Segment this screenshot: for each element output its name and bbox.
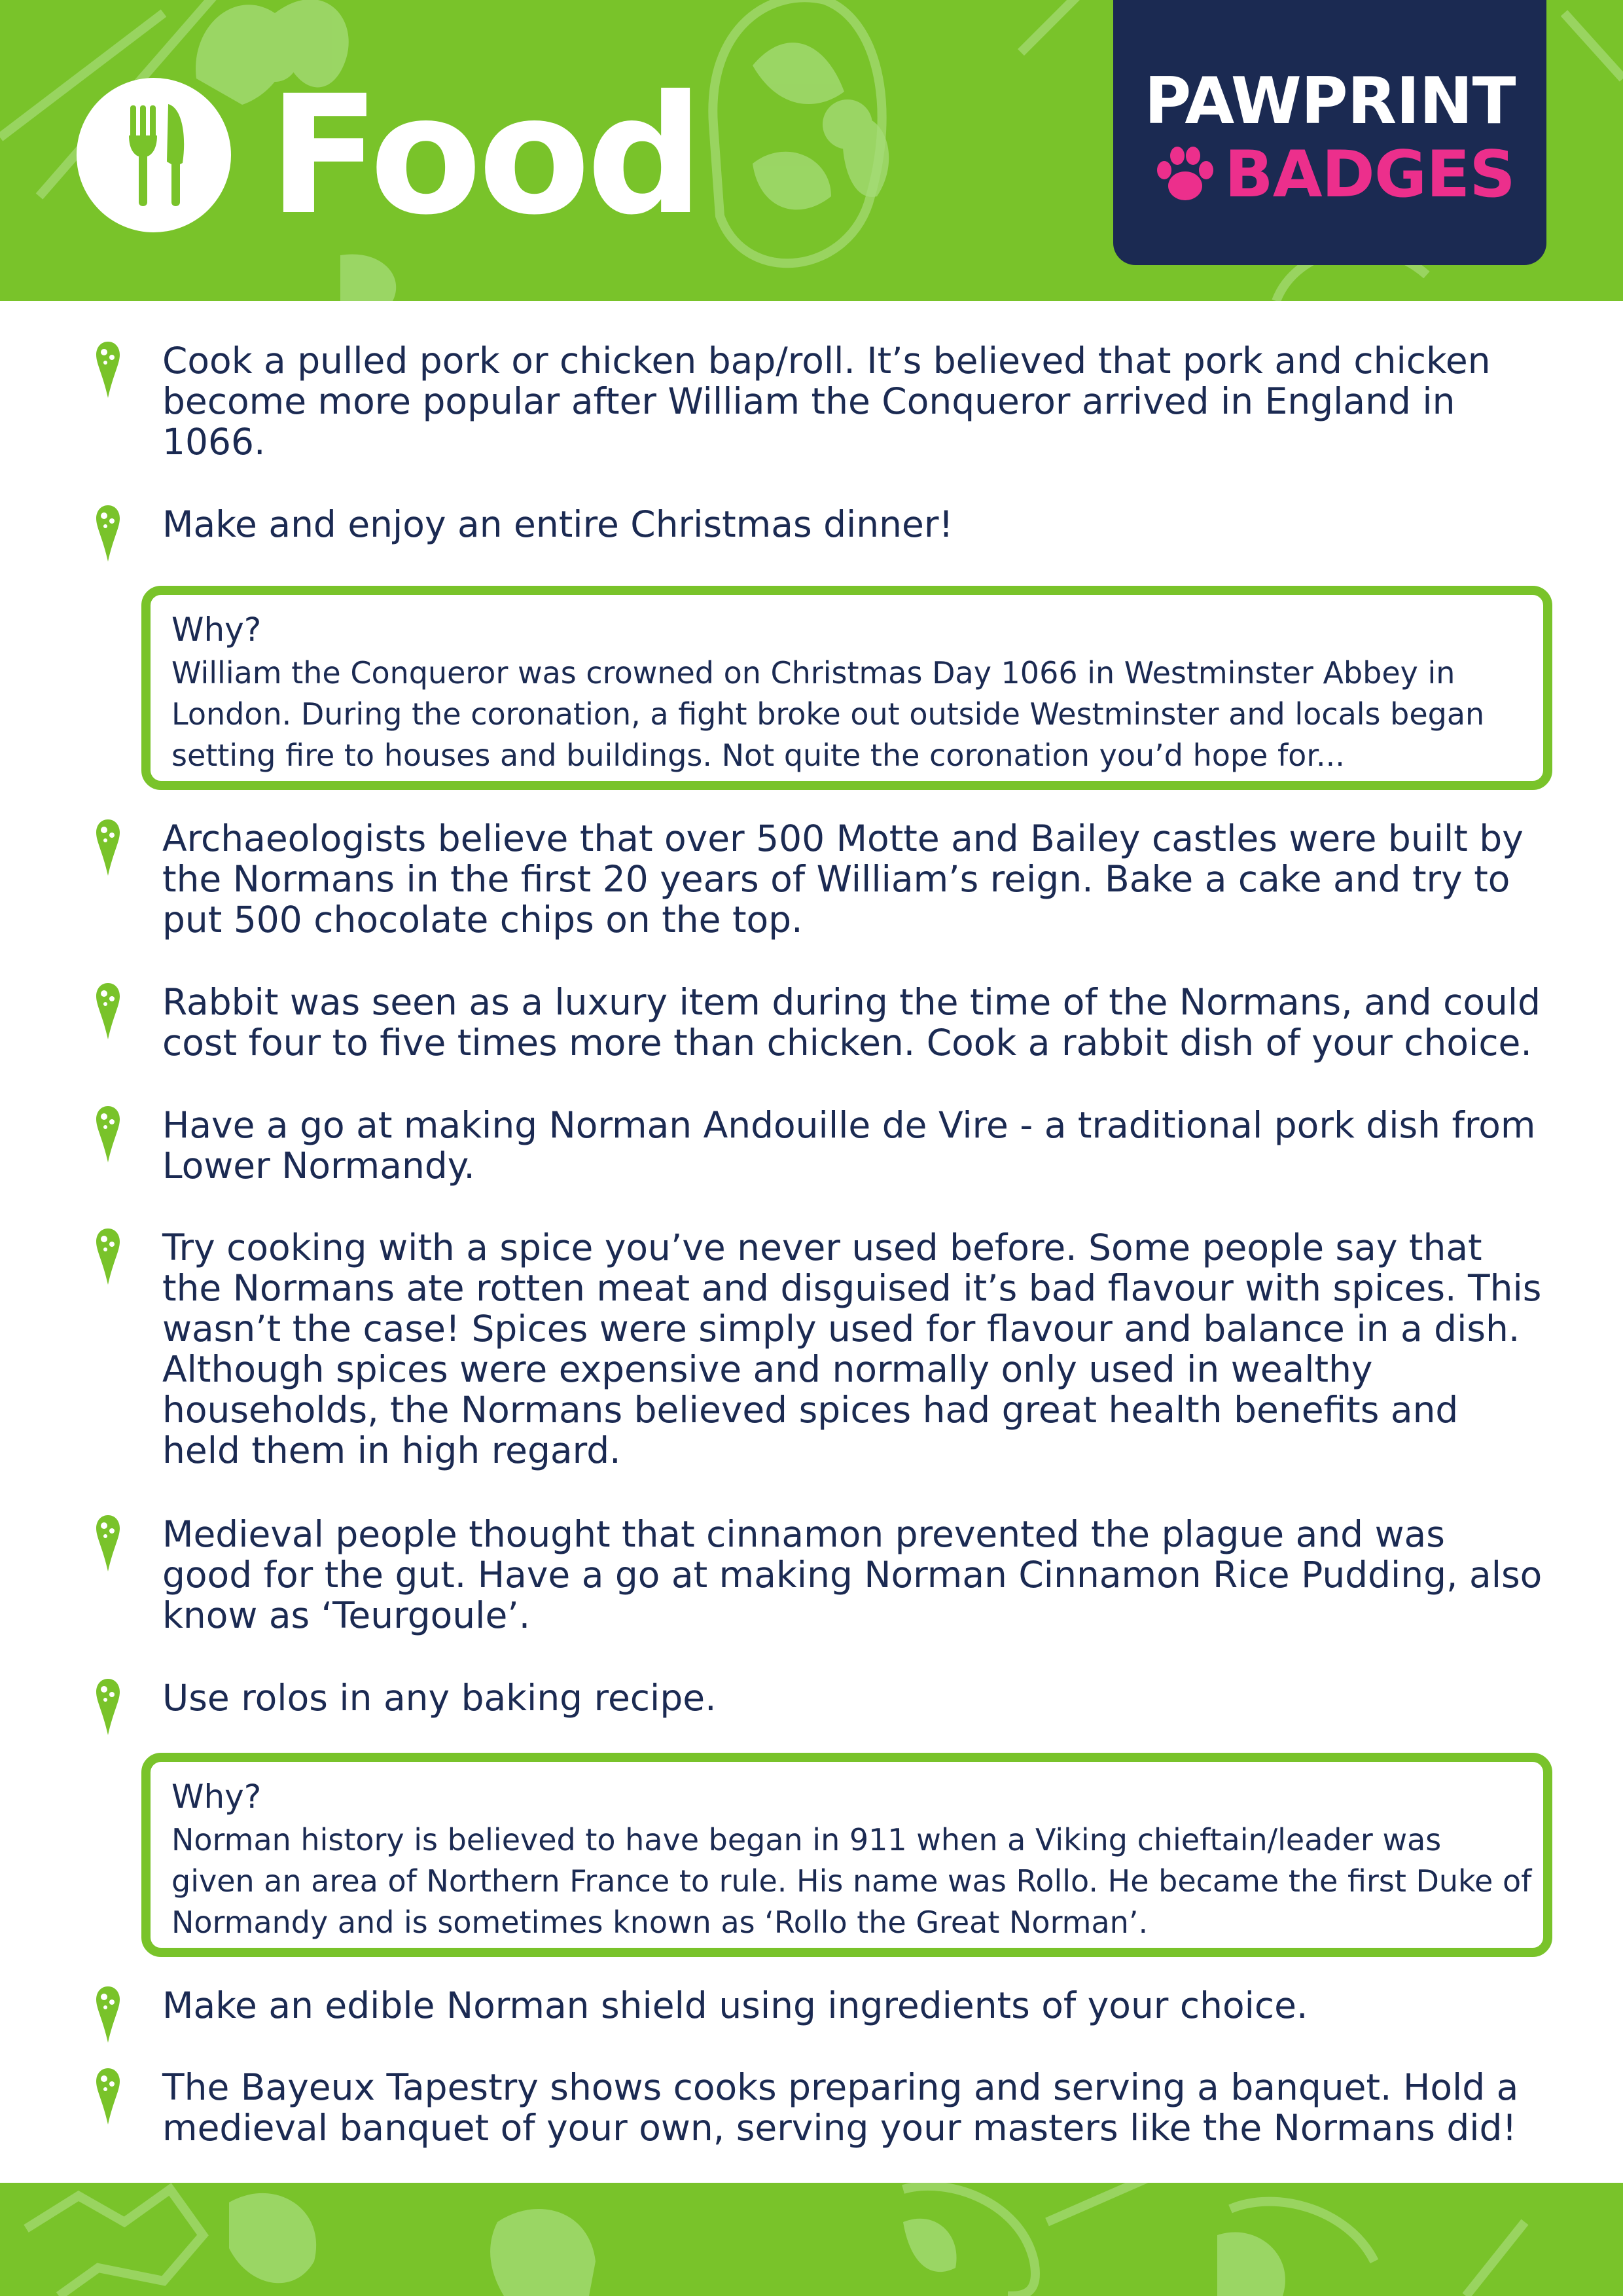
paw-print-icon [1152, 145, 1218, 204]
why-label: Why? [171, 1778, 262, 1816]
item-text: Make and enjoy an entire Christmas dinner! [162, 503, 954, 545]
map-pin-icon [95, 982, 121, 1041]
map-pin-icon [95, 1985, 121, 2044]
map-pin-icon [95, 818, 121, 877]
map-pin-icon [95, 1514, 121, 1573]
why-label: Why? [171, 611, 262, 649]
page-header [0, 0, 1623, 301]
item-text: Medieval people thought that cinnamon prevented the plague and was good for the gut. Have a go at making Norman Cinnamon Rice Pudding, also know as ‘Teurgoule’. [162, 1513, 1543, 1636]
item-text: Make an edible Norman shield using ingredients of your choice. [162, 1984, 1308, 2026]
map-pin-icon [95, 1105, 121, 1164]
map-pin-icon [95, 1227, 121, 1286]
item-text: Archaeologists believe that over 500 Motte and Bailey castles were built by the Normans in the first 20 years of William’s reign. Bake a cake and try to put 500 chocolate chips on the top. [162, 817, 1524, 941]
why-box [141, 586, 1552, 790]
logo-text-bottom: BADGES [1224, 137, 1515, 212]
page-title: Food [268, 60, 700, 251]
why-text: William the Conqueror was crowned on Christmas Day 1066 in Westminster Abbey in London. During the coronation, a fight broke out outside Westminster and locals began setting fire to houses and buildings. Not quite the coronation you’d hope for... [171, 655, 1485, 773]
item-text: Try cooking with a spice you’ve never used before. Some people say that the Normans ate rotten meat and disguised it’s bad flavour with spices. This wasn’t the case! Spices were simply used for flavour and balance in a dish. Although spices were expensive and normally only used in wealthy households, the Normans believed spices had great health benefits and held them in high regard. [162, 1227, 1542, 1471]
item-text: The Bayeux Tapestry shows cooks preparing and serving a banquet. Hold a medieval banquet of your own, serving your masters like the Normans did! [162, 2066, 1519, 2149]
map-pin-icon [95, 340, 121, 399]
why-box [141, 1753, 1552, 1957]
brand-logo [1113, 0, 1546, 265]
why-text: Norman history is believed to have began in 911 when a Viking chieftain/leader was given an area of Northern France to rule. His name was Rollo. He became the first Duke of Normandy and is sometimes known as ‘Rollo the Great Norman’. [171, 1822, 1532, 1940]
item-text: Have a go at making Norman Andouille de Vire - a traditional pork dish from Lower Normandy. [162, 1104, 1536, 1187]
map-pin-icon [95, 1677, 121, 1736]
logo-text-top: PAWPRINT [1144, 64, 1516, 139]
item-text: Cook a pulled pork or chicken bap/roll. It’s believed that pork and chicken become more popular after William the Conqueror arrived in England in 1066. [162, 340, 1491, 463]
cutlery-icon [77, 78, 231, 232]
page-footer [0, 2183, 1623, 2296]
map-pin-icon [95, 504, 121, 563]
item-text: Use rolos in any baking recipe. [162, 1677, 717, 1719]
map-pin-icon [95, 2067, 121, 2126]
decorative-pattern [0, 2183, 1623, 2296]
item-text: Rabbit was seen as a luxury item during the time of the Normans, and could cost four to five times more than chicken. Cook a rabbit dish of your choice. [162, 981, 1541, 1064]
